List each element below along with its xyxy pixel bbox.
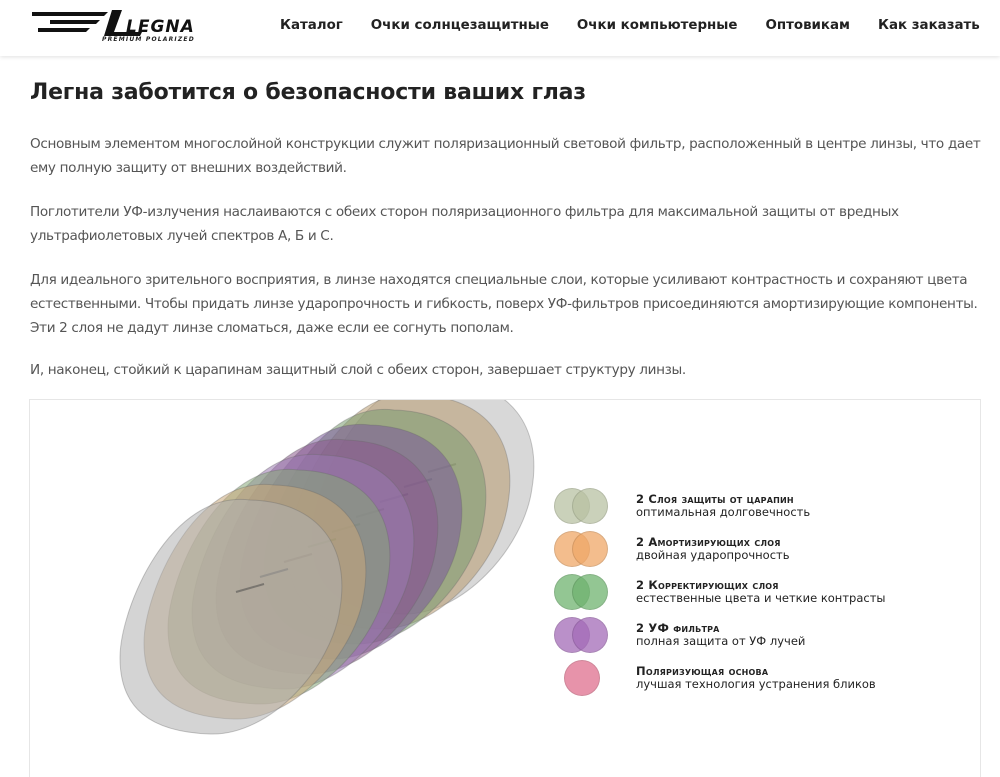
paragraph-3: Для идеального зрительного восприятия, в линзе находятся специальные слои, которые усиливают контрастность и сохраняют цвета естественными. Чтобы придать линзе ударопрочность и гибкость, поверх УФ-фильтров присоединяются амортизирующие компоненты. Эти 2 слоя не дадут линзе сломаться, даже если ее согнуть пополам. — [30, 272, 978, 336]
legend-description: оптимальная долговечность — [636, 505, 811, 519]
legend-title: 2 УФ фильтра — [636, 621, 720, 635]
nav-item-wholesale[interactable]: Оптовикам — [765, 17, 851, 33]
lens-structure-figure — [29, 399, 981, 777]
double-circle-icon — [554, 531, 610, 567]
legend-item — [550, 531, 970, 575]
legend-title: Поляризующая основа — [636, 664, 769, 678]
legend-item — [550, 488, 970, 532]
legend-title: 2 Корректирующих слоя — [636, 578, 779, 592]
logo-wordmark: LEGNA — [126, 17, 195, 37]
nav-item-how-to-order[interactable]: Как заказать — [878, 17, 980, 33]
nav-item-sunglasses[interactable]: Очки солнцезащитные — [370, 17, 549, 33]
single-circle-icon — [554, 660, 610, 696]
legend-description: полная защита от УФ лучей — [636, 634, 806, 648]
main-nav — [280, 0, 980, 50]
site-header — [0, 0, 1000, 56]
paragraph-1: Основным элементом многослойной конструкции служит поляризационный световой фильтр, расположенный в центре линзы, что дает ему полную защиту от внешних воздействий. — [30, 136, 981, 176]
legend-description: естественные цвета и четкие контрасты — [636, 591, 886, 605]
legend-description: двойная ударопрочность — [636, 548, 790, 562]
legend-title: 2 Амортизирующих слоя — [636, 535, 781, 549]
paragraph-2: Поглотители УФ-излучения наслаиваются с обеих сторон поляризационного фильтра для максимальной защиты от вредных ультрафиолетовых лучей спектров А, Б и С. — [30, 204, 899, 244]
legend-description: лучшая технология устранения бликов — [636, 677, 876, 691]
legend-item — [550, 660, 970, 704]
page-title: Легна заботится о безопасности ваших глаз — [30, 80, 586, 105]
scratch-layer-front — [120, 499, 342, 734]
double-circle-icon — [554, 617, 610, 653]
legend-item — [550, 574, 970, 618]
nav-item-computer-glasses[interactable]: Очки компьютерные — [576, 17, 738, 33]
double-circle-icon — [554, 488, 610, 524]
legend-item — [550, 617, 970, 661]
paragraph-4: И, наконец, стойкий к царапинам защитный слой с обеих сторон, завершает структуру линзы. — [30, 362, 686, 378]
logo[interactable] — [30, 6, 215, 48]
nav-item-catalog[interactable]: Каталог — [280, 17, 343, 33]
legend-title: 2 Слоя защиты от царапин — [636, 492, 794, 506]
double-circle-icon — [554, 574, 610, 610]
logo-subtitle: PREMIUM POLARIZED — [102, 36, 195, 43]
